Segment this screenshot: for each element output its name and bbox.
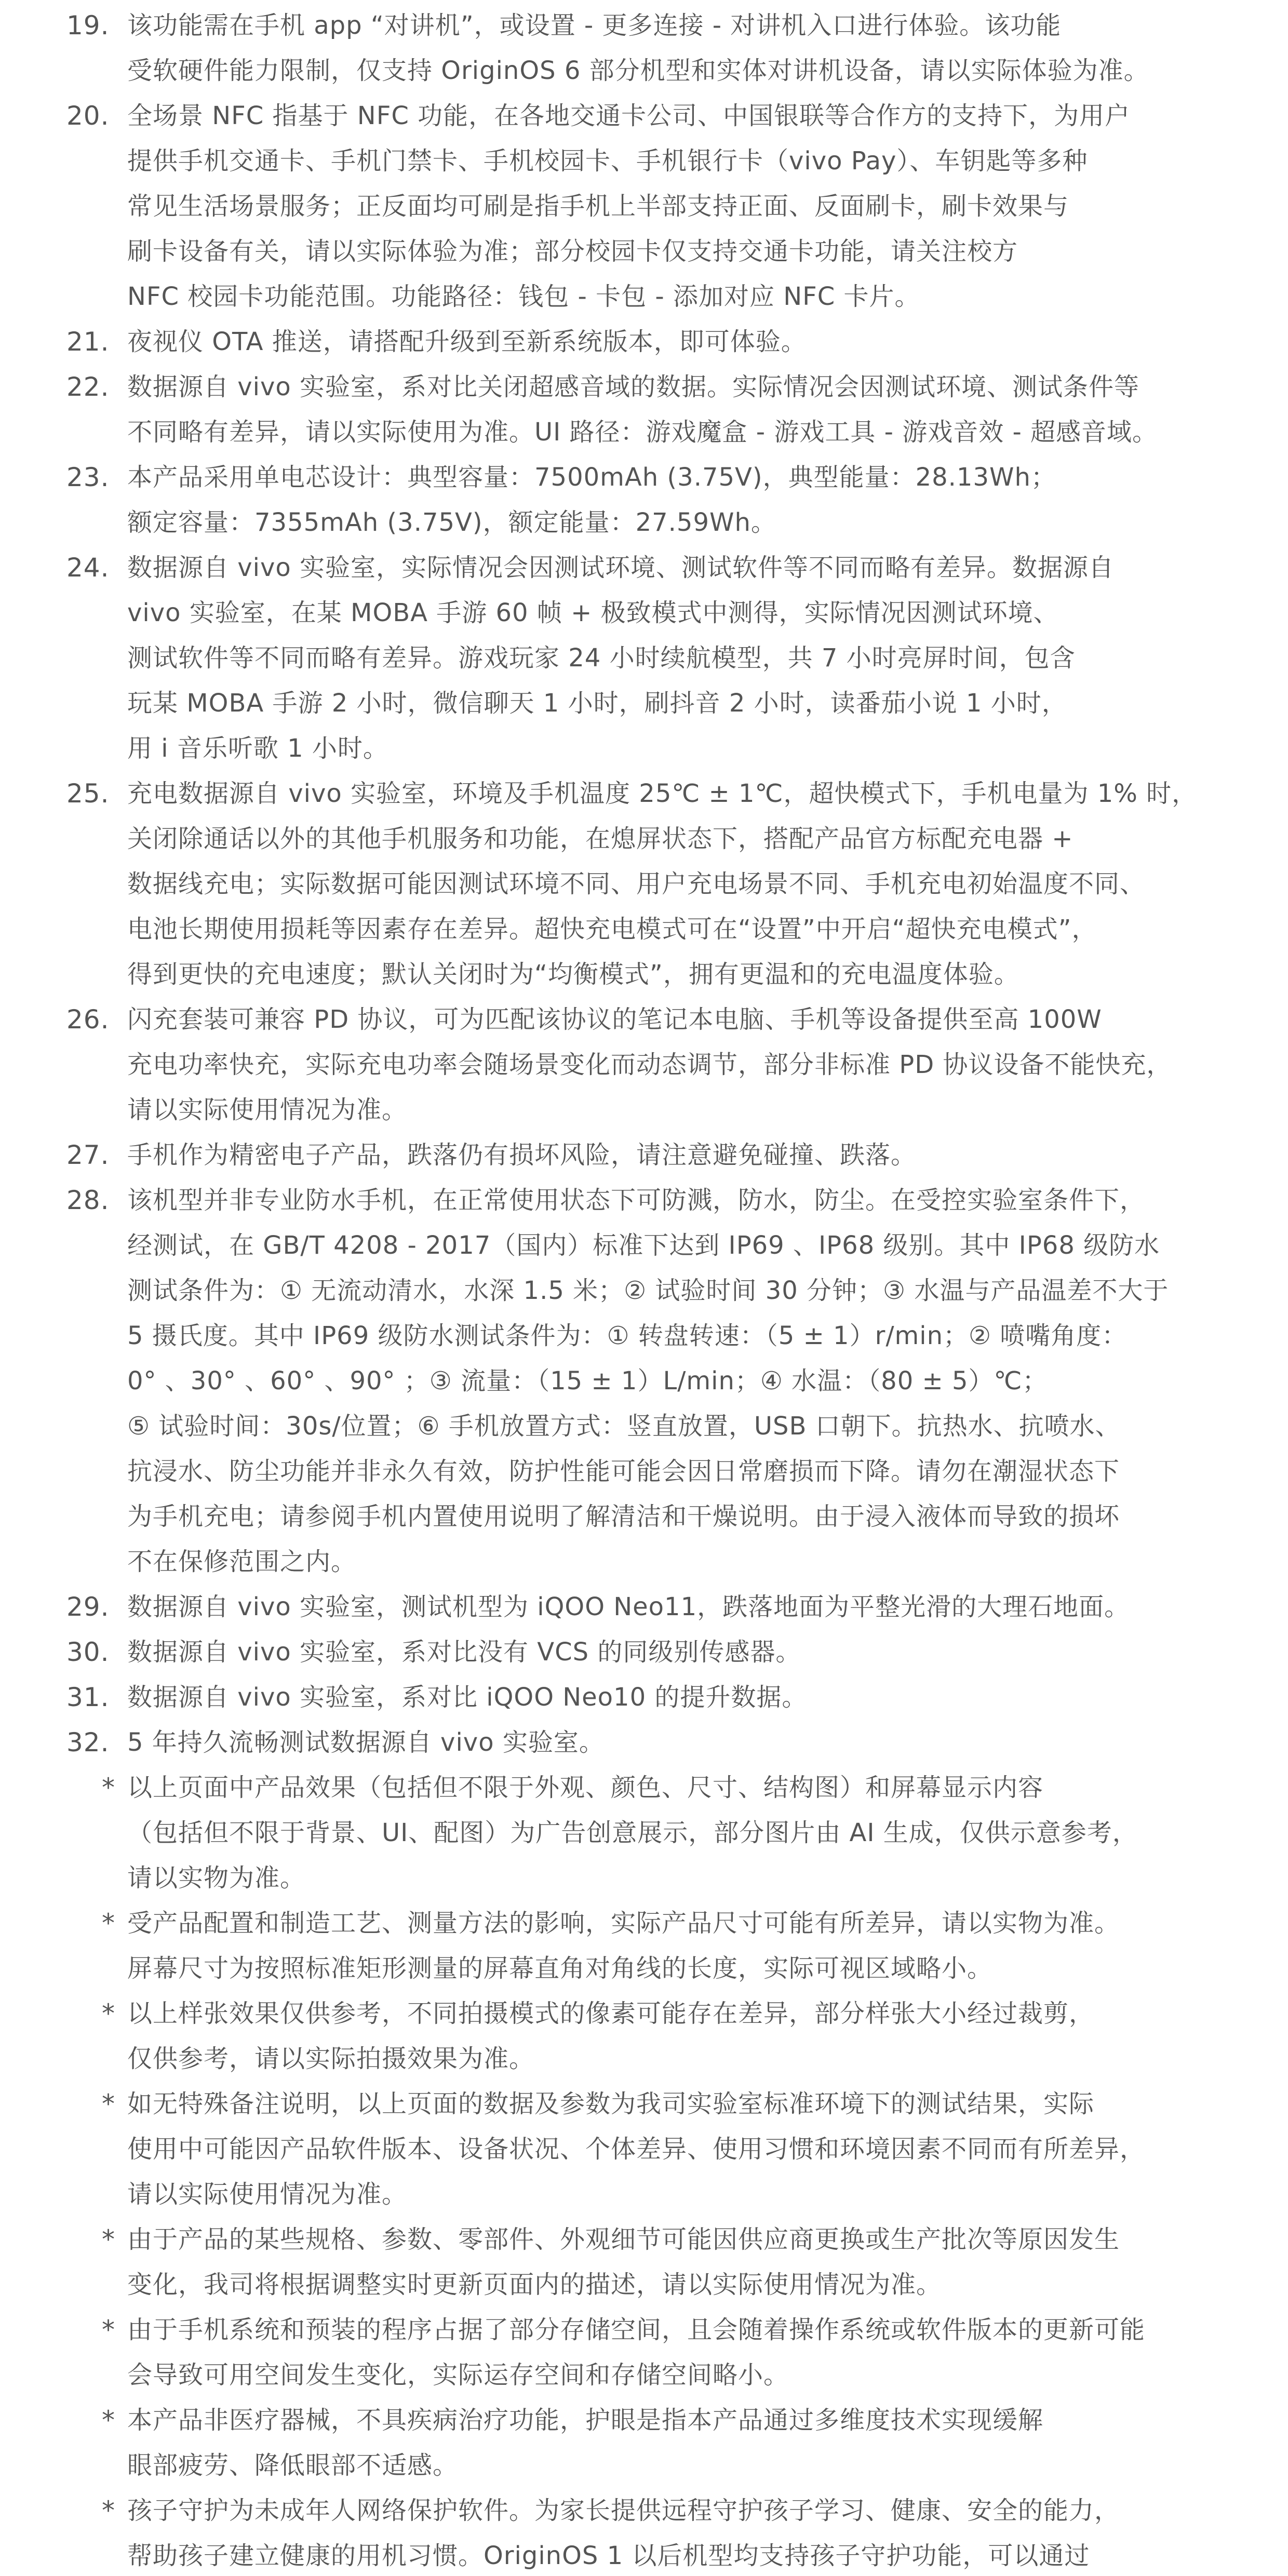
footnote-line: 数据源自 vivo 实验室，测试机型为 iQOO Neo11，跌落地面为平整光滑的大理石地面。 bbox=[127, 1592, 1130, 1621]
footnote-item bbox=[0, 2217, 1288, 2307]
footnote-line: 为手机充电；请参阅手机内置使用说明了解清洁和干燥说明。由于浸入液体而导致的损坏 bbox=[127, 1502, 1120, 1531]
footnote-line: 本产品采用单电芯设计：典型容量：7500mAh (3.75V)，典型能量：28.13Wh； bbox=[127, 463, 1056, 492]
footnote-line: 测试条件为：① 无流动清水，水深 1.5 米；② 试验时间 30 分钟；③ 水温与产品温差不大于 bbox=[127, 1276, 1169, 1305]
footnote-number: * bbox=[102, 1908, 115, 1938]
footnote-text bbox=[127, 93, 1288, 319]
footnote-line: 玩某 MOBA 手游 2 小时，微信聊天 1 小时，刷抖音 2 小时，读番茄小说 1 小时， bbox=[127, 689, 1067, 718]
footnote-line: （包括但不限于背景、UI、配图）为广告创意展示，部分图片由 AI 生成，仅供示意参考， bbox=[127, 1818, 1138, 1847]
footnote-line: 抗浸水、防尘功能并非永久有效，防护性能可能会因日常磨损而下降。请勿在潮湿状态下 bbox=[127, 1457, 1120, 1486]
footnote-item bbox=[0, 365, 1288, 455]
footnote-line: 常见生活场景服务；正反面均可刷是指手机上半部支持正面、反面刷卡，刷卡效果与 bbox=[127, 192, 1069, 221]
footnote-number: 24. bbox=[66, 553, 110, 583]
footnote-item bbox=[0, 1675, 1288, 1720]
footnote-number: 27. bbox=[66, 1140, 110, 1170]
footnote-line: 用 i 音乐听歌 1 小时。 bbox=[127, 734, 388, 763]
footnote-number: 30. bbox=[66, 1637, 110, 1667]
footnote-line: 0° 、30° 、60° 、90° ；③ 流量：（15 ± 1）L/min；④ 水温：（80 ± 5）℃； bbox=[127, 1366, 1048, 1396]
footnote-number: 26. bbox=[66, 1004, 110, 1035]
footnote-line: 数据源自 vivo 实验室，系对比关闭超感音域的数据。实际情况会因测试环境、测试条件等 bbox=[127, 372, 1140, 401]
footnote-line: 该机型并非专业防水手机，在正常使用状态下可防溅，防水，防尘。在受控实验室条件下， bbox=[127, 1186, 1146, 1215]
footnote-line: 5 摄氏度。其中 IP69 级防水测试条件为：① 转盘转速：（5 ± 1）r/min；② 喷嘴角度： bbox=[127, 1321, 1128, 1350]
footnote-text bbox=[127, 1901, 1288, 1991]
footnote-number: 31. bbox=[66, 1682, 110, 1712]
footnote-number: * bbox=[102, 1773, 115, 1803]
footnote-text bbox=[127, 455, 1288, 545]
footnote-line: 不在保修范围之内。 bbox=[127, 1547, 357, 1576]
footnote-item bbox=[0, 2307, 1288, 2398]
footnote-item bbox=[0, 1765, 1288, 1901]
footnote-text bbox=[127, 1585, 1288, 1630]
footnote-line: vivo 实验室，在某 MOBA 手游 60 帧 + 极致模式中测得，实际情况因测试环境、 bbox=[127, 598, 1059, 627]
footnote-line: 如无特殊备注说明，以上页面的数据及参数为我司实验室标准环境下的测试结果，实际 bbox=[127, 2089, 1095, 2118]
footnote-line: 不同略有差异，请以实际使用为准。UI 路径：游戏魔盒 - 游戏工具 - 游戏音效 - 超感音域。 bbox=[127, 418, 1158, 447]
footnote-line: 仅供参考，请以实际拍摄效果为准。 bbox=[127, 2044, 535, 2073]
footnote-item bbox=[0, 93, 1288, 319]
footnote-number: 22. bbox=[66, 372, 110, 402]
footnote-number: 32. bbox=[66, 1727, 110, 1757]
footnote-line: 数据源自 vivo 实验室，系对比 iQOO Neo10 的提升数据。 bbox=[127, 1683, 808, 1712]
footnote-text bbox=[127, 1765, 1288, 1901]
footnote-item bbox=[0, 2398, 1288, 2488]
footnote-line: 测试软件等不同而略有差异。游戏玩家 24 小时续航模型，共 7 小时亮屏时间，包含 bbox=[127, 643, 1076, 673]
footnote-line: 请以实际使用情况为准。 bbox=[127, 1095, 408, 1124]
footnote-line: 变化，我司将根据调整实时更新页面内的描述，请以实际使用情况为准。 bbox=[127, 2270, 942, 2299]
footnote-line: 充电数据源自 vivo 实验室，环境及手机温度 25℃ ± 1℃，超快模式下，手机电量为 1% 时， bbox=[127, 779, 1198, 808]
footnote-text bbox=[127, 2082, 1288, 2217]
footnote-line: 该功能需在手机 app “对讲机”，或设置 - 更多连接 - 对讲机入口进行体验。该功能 bbox=[127, 11, 1062, 40]
footnote-text bbox=[127, 1991, 1288, 2082]
footnote-line: 数据线充电；实际数据可能因测试环境不同、用户充电场景不同、手机充电初始温度不同、 bbox=[127, 869, 1146, 898]
footnote-line: 请以实物为准。 bbox=[127, 1863, 306, 1893]
footnote-item bbox=[0, 997, 1288, 1133]
footnote-line: 由于产品的某些规格、参数、零部件、外观细节可能因供应商更换或生产批次等原因发生 bbox=[127, 2225, 1120, 2254]
footnote-number: 29. bbox=[66, 1592, 110, 1622]
footnote-line: 受产品配置和制造工艺、测量方法的影响，实际产品尺寸可能有所差异，请以实物为准。 bbox=[127, 1909, 1120, 1938]
footnote-text bbox=[127, 2398, 1288, 2488]
footnote-item bbox=[0, 545, 1288, 771]
footnote-number: * bbox=[102, 2315, 115, 2345]
footnote-item bbox=[0, 1178, 1288, 1585]
footnote-line: 全场景 NFC 指基于 NFC 功能，在各地交通卡公司、中国银联等合作方的支持下，为用户 bbox=[127, 101, 1131, 130]
footnote-item bbox=[0, 771, 1288, 997]
footnote-line: 提供手机交通卡、手机门禁卡、手机校园卡、手机银行卡（vivo Pay）、车钥匙等多种 bbox=[127, 146, 1088, 176]
footnote-number: * bbox=[102, 1998, 115, 2029]
footnote-text bbox=[127, 2217, 1288, 2307]
footnote-line: 以上页面中产品效果（包括但不限于外观、颜色、尺寸、结构图）和屏幕显示内容 bbox=[127, 1773, 1044, 1802]
footnote-text bbox=[127, 1675, 1288, 1720]
footnote-line: 电池长期使用损耗等因素存在差异。超快充电模式可在“设置”中开启“超快充电模式”， bbox=[127, 915, 1097, 944]
footnote-number: * bbox=[102, 2405, 115, 2435]
footnote-line: 由于手机系统和预装的程序占据了部分存储空间，且会随着操作系统或软件版本的更新可能 bbox=[127, 2315, 1146, 2344]
footnote-line: 孩子守护为未成年人网络保护软件。为家长提供远程守护孩子学习、健康、安全的能力， bbox=[127, 2496, 1120, 2525]
footnote-item bbox=[0, 3, 1288, 93]
footnote-line: 会导致可用空间发生变化，实际运存空间和存储空间略小。 bbox=[127, 2360, 789, 2390]
footnote-text bbox=[127, 1720, 1288, 1765]
footnote-line: 请以实际使用情况为准。 bbox=[127, 2180, 408, 2209]
footnote-line: 夜视仪 OTA 推送，请搭配升级到至新系统版本，即可体验。 bbox=[127, 327, 807, 356]
footnote-text bbox=[127, 2488, 1288, 2576]
footnote-line: 得到更快的充电速度；默认关闭时为“均衡模式”，拥有更温和的充电温度体验。 bbox=[127, 960, 1019, 989]
footnote-item bbox=[0, 2488, 1288, 2576]
footnote-line: 充电功率快充，实际充电功率会随场景变化而动态调节，部分非标准 PD 协议设备不能快充， bbox=[127, 1050, 1172, 1079]
footnote-item bbox=[0, 1991, 1288, 2082]
footnote-line: 以上样张效果仅供参考，不同拍摄模式的像素可能存在差异，部分样张大小经过裁剪， bbox=[127, 1999, 1095, 2028]
footnote-line: 刷卡设备有关，请以实际体验为准；部分校园卡仅支持交通卡功能，请关注校方 bbox=[127, 237, 1018, 266]
footnote-line: 闪充套装可兼容 PD 协议，可为匹配该协议的笔记本电脑、手机等设备提供至高 100W bbox=[127, 1005, 1102, 1034]
footnote-line: 眼部疲劳、降低眼部不适感。 bbox=[127, 2451, 459, 2480]
footnote-line: 关闭除通话以外的其他手机服务和功能，在熄屏状态下，搭配产品官方标配充电器 + bbox=[127, 824, 1074, 853]
footnote-text bbox=[127, 3, 1288, 93]
footnote-text bbox=[127, 1630, 1288, 1675]
footnote-number: 25. bbox=[66, 779, 110, 809]
footnote-line: NFC 校园卡功能范围。功能路径：钱包 - 卡包 - 添加对应 NFC 卡片。 bbox=[127, 282, 920, 311]
footnote-text bbox=[127, 997, 1288, 1133]
footnote-line: 额定容量：7355mAh (3.75V)，额定能量：27.59Wh。 bbox=[127, 508, 776, 537]
footnote-line: 数据源自 vivo 实验室，系对比没有 VCS 的同级别传感器。 bbox=[127, 1638, 801, 1667]
footnote-line: ⑤ 试验时间：30s/位置；⑥ 手机放置方式：竖直放置，USB 口朝下。抗热水、抗喷水、 bbox=[127, 1412, 1121, 1441]
footnote-item bbox=[0, 1901, 1288, 1991]
footnote-number: 28. bbox=[66, 1185, 110, 1215]
footnote-item bbox=[0, 455, 1288, 545]
footnote-number: * bbox=[102, 2224, 115, 2255]
footnote-number: 20. bbox=[66, 101, 110, 131]
footnote-text bbox=[127, 771, 1288, 997]
footnote-number: 19. bbox=[66, 10, 110, 41]
footnote-text bbox=[127, 545, 1288, 771]
footnote-item bbox=[0, 1630, 1288, 1675]
footnote-line: 数据源自 vivo 实验室，实际情况会因测试环境、测试软件等不同而略有差异。数据源自 bbox=[127, 553, 1115, 582]
footnote-text bbox=[127, 1133, 1288, 1178]
footnote-line: 经测试，在 GB/T 4208 - 2017（国内）标准下达到 IP69 、IP68 级别。其中 IP68 级防水 bbox=[127, 1231, 1160, 1260]
footnote-item bbox=[0, 1585, 1288, 1630]
footnote-item bbox=[0, 1133, 1288, 1178]
footnote-text bbox=[127, 1178, 1288, 1585]
footnote-number: * bbox=[102, 2089, 115, 2119]
footnote-item bbox=[0, 2082, 1288, 2217]
footnote-text bbox=[127, 365, 1288, 455]
footnote-number: * bbox=[102, 2496, 115, 2526]
footnote-line: 本产品非医疗器械，不具疾病治疗功能，护眼是指本产品通过多维度技术实现缓解 bbox=[127, 2406, 1044, 2435]
footnote-line: 使用中可能因产品软件版本、设备状况、个体差异、使用习惯和环境因素不同而有所差异， bbox=[127, 2135, 1146, 2164]
footnote-item bbox=[0, 1720, 1288, 1765]
footnote-text bbox=[127, 2307, 1288, 2398]
footnote-line: 帮助孩子建立健康的用机习惯。OriginOS 1 以后机型均支持孩子守护功能，可以通过 bbox=[127, 2541, 1090, 2570]
footnote-line: 受软硬件能力限制，仅支持 OriginOS 6 部分机型和实体对讲机设备，请以实际体验为准。 bbox=[127, 56, 1149, 85]
footnotes-list bbox=[0, 3, 1288, 2576]
footnote-number: 23. bbox=[66, 462, 110, 492]
footnote-text bbox=[127, 319, 1288, 365]
footnote-number: 21. bbox=[66, 327, 110, 357]
footnote-item bbox=[0, 319, 1288, 365]
footnote-line: 5 年持久流畅测试数据源自 vivo 实验室。 bbox=[127, 1728, 605, 1757]
footnote-line: 手机作为精密电子产品，跌落仍有损坏风险，请注意避免碰撞、跌落。 bbox=[127, 1141, 917, 1170]
footnote-line: 屏幕尺寸为按照标准矩形测量的屏幕直角对角线的长度，实际可视区域略小。 bbox=[127, 1954, 993, 1983]
